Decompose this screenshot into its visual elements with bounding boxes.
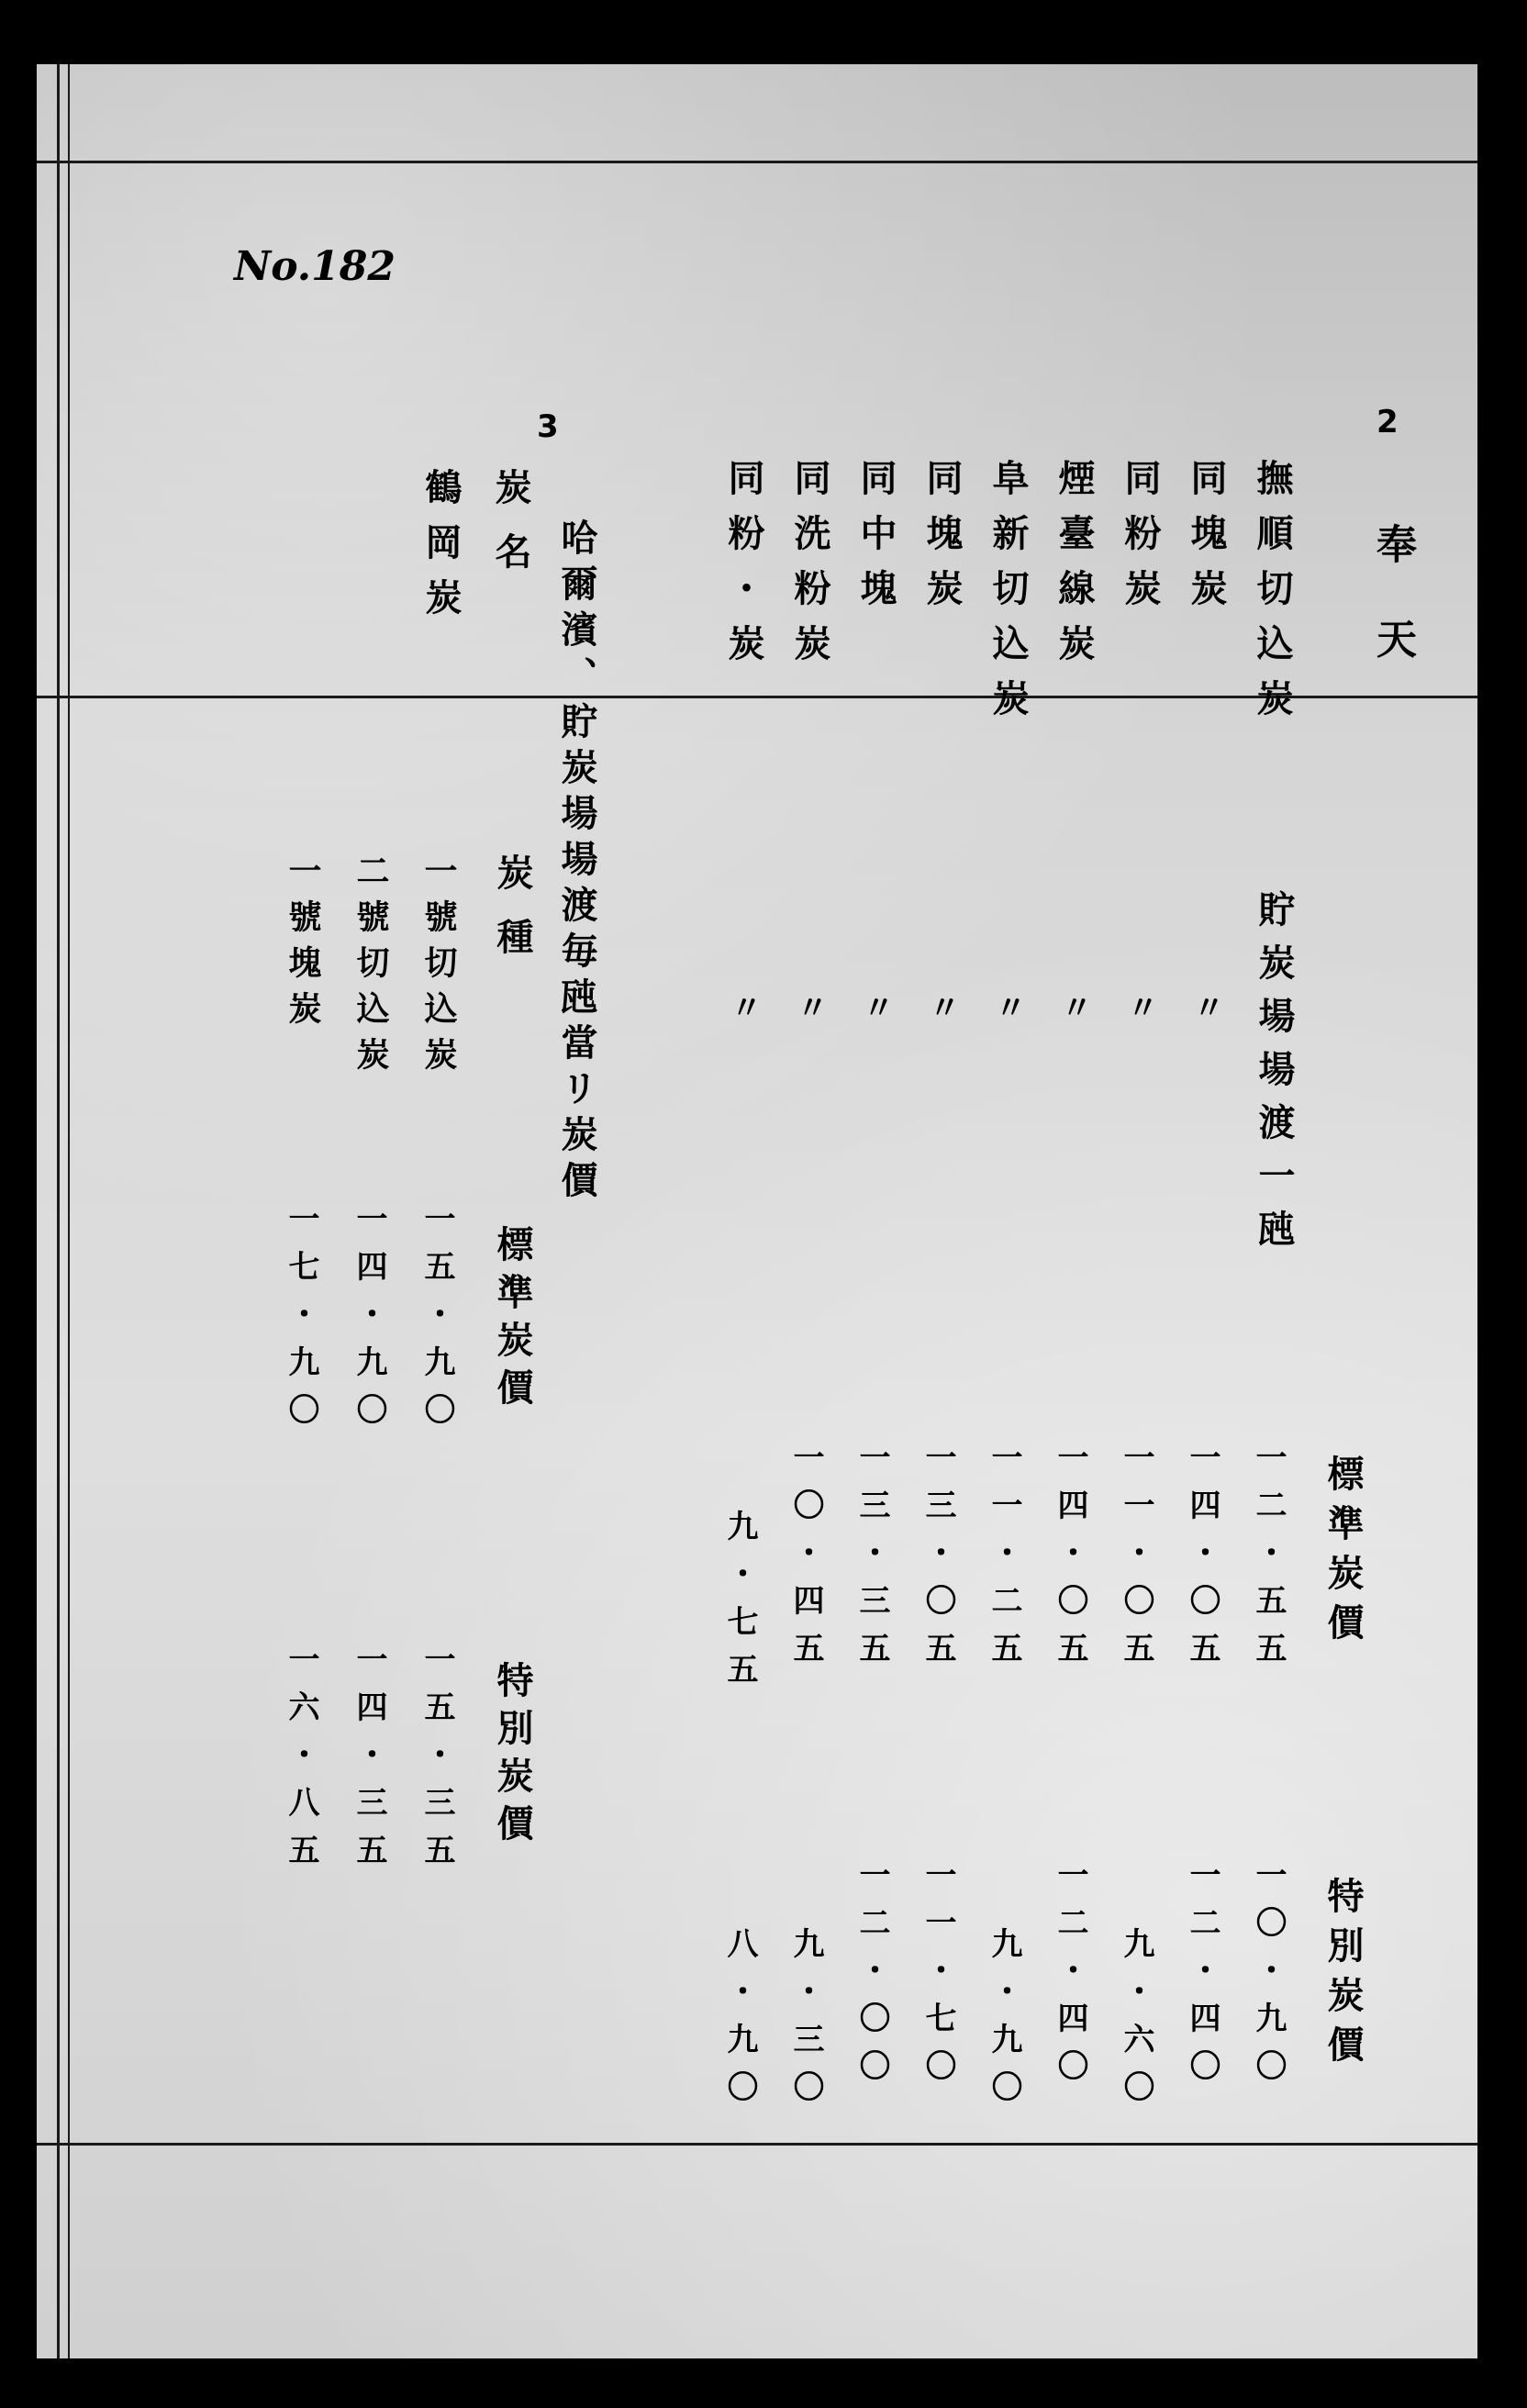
section-3-col-name: 炭名 (489, 468, 531, 596)
row-spec: 九・三〇 (787, 1927, 824, 2118)
row-name: 同粉炭 (1119, 459, 1161, 624)
section-2-std-header: 標準炭價 (1321, 1455, 1364, 1653)
row-ditto: 〃 (923, 991, 960, 1022)
row-std: 一二・五五 (1250, 1441, 1287, 1679)
row-name: 同粉・炭 (722, 459, 764, 679)
row-std: 一一・〇五 (1118, 1441, 1154, 1679)
row-name: 同洗粉炭 (788, 459, 830, 679)
row-ditto: 〃 (857, 991, 894, 1022)
left-margin-rule-2 (68, 64, 70, 2358)
row-ditto: 〃 (989, 991, 1026, 1022)
row-spec: 一一・七〇 (920, 1858, 956, 2097)
row-name: 同塊炭 (920, 459, 963, 624)
row-spec: 九・九〇 (986, 1927, 1022, 2118)
row-std: 一三・〇五 (920, 1441, 956, 1679)
row-std: 一四・〇五 (1052, 1441, 1088, 1679)
section-2-number: 2 (1377, 404, 1399, 440)
section-3-number: 3 (537, 408, 559, 445)
section-2-spec-header: 特別炭價 (1321, 1877, 1364, 2075)
section-2-delivery: 貯炭場場渡一瓲 (1253, 890, 1295, 1263)
row-ditto: 〃 (725, 991, 762, 1022)
row-std: 九・七五 (721, 1510, 758, 1700)
section-3-spec: 一六・八五 (283, 1643, 319, 1881)
row-spec: 一二・四〇 (1184, 1858, 1220, 2097)
row-name: 阜新切込炭 (986, 459, 1029, 734)
section-3-col-spec: 特別炭價 (491, 1661, 533, 1852)
section-3-kind: 一號切込炭 (419, 853, 457, 1083)
row-name: 撫順切込炭 (1251, 459, 1293, 734)
row-ditto: 〃 (1121, 991, 1158, 1022)
top-rule (37, 161, 1477, 163)
row-std: 一一・二五 (986, 1441, 1022, 1679)
section-3-col-kind: 炭種 (491, 853, 533, 982)
row-std: 一三・三五 (853, 1441, 890, 1679)
section-3-col-std: 標準炭價 (491, 1225, 533, 1416)
section-3-spec: 一五・三五 (418, 1643, 455, 1881)
row-spec: 一二・四〇 (1052, 1858, 1088, 2097)
row-spec: 一二・〇〇 (853, 1858, 890, 2097)
section-3-std: 一五・九〇 (418, 1202, 455, 1441)
bottom-rule (37, 2143, 1477, 2146)
row-std: 一〇・四五 (787, 1441, 824, 1679)
row-spec: 八・九〇 (721, 1927, 758, 2118)
row-name: 同塊炭 (1185, 459, 1227, 624)
section-2-title: 奉 天 (1369, 523, 1416, 679)
section-3-std: 一四・九〇 (351, 1202, 387, 1441)
section-3-title: 哈爾濱、貯炭場場渡毎瓲當リ炭價 (555, 518, 597, 1207)
section-3-spec: 一四・三五 (351, 1643, 387, 1881)
section-3-kind: 一號塊炭 (284, 853, 321, 1037)
page-number: No.182 (234, 243, 396, 290)
row-spec: 九・六〇 (1118, 1927, 1154, 2118)
row-ditto: 〃 (791, 991, 828, 1022)
section-3-std: 一七・九〇 (283, 1202, 319, 1441)
left-margin-rule (57, 64, 60, 2358)
row-spec: 一〇・九〇 (1250, 1858, 1287, 2097)
document-page (37, 64, 1477, 2358)
row-std: 一四・〇五 (1184, 1441, 1220, 1679)
section-3-kind: 二號切込炭 (351, 853, 389, 1083)
section-3-coal-name: 鶴岡炭 (419, 468, 462, 633)
row-ditto: 〃 (1187, 991, 1224, 1022)
row-name: 同中塊 (854, 459, 897, 624)
row-name: 煙臺線炭 (1053, 459, 1095, 679)
row-ditto: 〃 (1055, 991, 1092, 1022)
